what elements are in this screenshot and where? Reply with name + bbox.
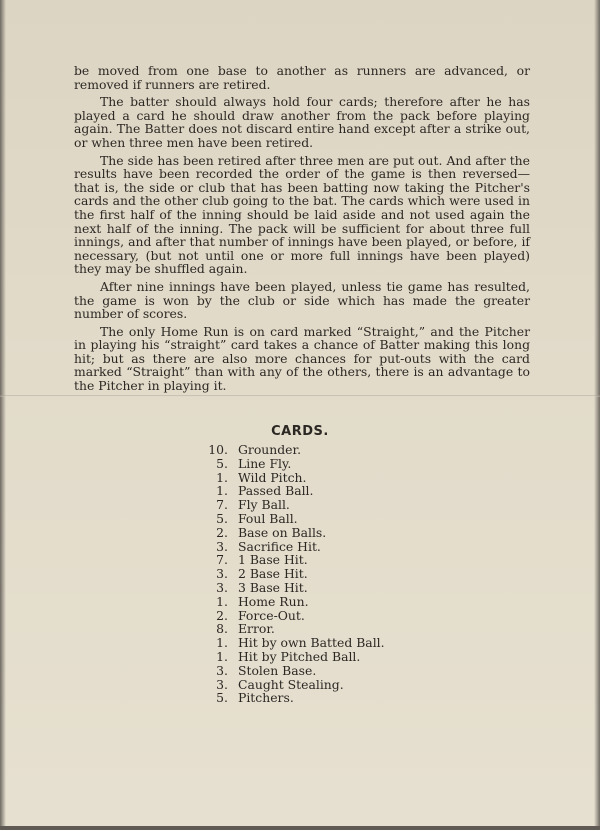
card-name: 3 Base Hit. [238,579,308,595]
card-name: Pitchers. [238,690,294,706]
card-count: 8 [216,621,224,637]
card-name: Foul Ball. [238,510,298,526]
card-count: 3 [216,676,224,692]
page-edge-left [0,0,6,830]
page-edge-bottom [0,826,600,830]
card-entry: 5 . Foul Ball. [204,512,444,526]
card-name: 2 Base Hit. [238,566,308,582]
card-count: 1 [216,469,224,485]
card-entry: 2 . Force-Out. [204,609,444,623]
card-count: 2 [216,607,224,623]
card-entry: 1 . Hit by own Batted Ball. [204,636,444,650]
card-name: Stolen Base. [238,662,317,678]
card-name: Wild Pitch. [238,469,307,485]
rules-paragraph: The only Home Run is on card marked “Straight,” and the Pitcher in playing his “straight” card takes a chance of Batter making this long hit; but as there are also more chances for put-outs with the card marked “Straight” than with any of the others, there is an advantage to the Pitcher in playing it. [74,323,530,394]
card-entry: 2 . Base on Balls. [204,526,444,540]
card-entry: 1 . Hit by Pitched Ball. [204,650,444,664]
card-entry: 10 . Grounder. [204,443,444,457]
page-edge-right [594,0,600,830]
card-count: 5 [216,690,224,706]
card-count: 2 [216,524,224,540]
card-entry: 3 . Stolen Base. [204,664,444,678]
card-name: Hit by Pitched Ball. [238,648,361,664]
card-entry: 8 . Error. [204,622,444,636]
card-entry: 3 . Caught Stealing. [204,678,444,692]
rules-text [74,64,530,397]
card-name: Force-Out. [238,607,305,623]
card-name: Base on Balls. [238,524,327,540]
card-entry: 3 . Sacrifice Hit. [204,540,444,554]
card-count: 7 [216,497,224,513]
card-entry: 3 . 2 Base Hit. [204,567,444,581]
card-entry: 5 . Pitchers. [204,691,444,705]
card-name: Sacrifice Hit. [238,538,321,554]
rules-paragraph: The batter should always hold four cards; therefore after he has played a card he should draw another from the pack before playing again. The Batter does not discard entire hand except after a strike out, or when three men have been retired. [74,94,530,150]
card-entry: 7 . Fly Ball. [204,498,444,512]
card-entry: 1 . Passed Ball. [204,484,444,498]
card-name: Home Run. [238,593,309,609]
card-count: 5 [216,455,224,471]
card-entry: 7 . 1 Base Hit. [204,553,444,567]
card-name: Hit by own Batted Ball. [238,635,385,651]
card-count: 3 [216,538,224,554]
cards-list [204,443,444,705]
card-count: 5 [216,510,224,526]
card-count: 3 [216,662,224,678]
rules-paragraph: After nine innings have been played, unless tie game has resulted, the game is won by the club or side which has made the greater number of scores. [74,278,530,322]
card-entry: 1 . Wild Pitch. [204,471,444,485]
card-name: Passed Ball. [238,483,314,499]
card-count: 3 [216,566,224,582]
card-name: 1 Base Hit. [238,552,308,568]
card-entry: 3 . 3 Base Hit. [204,581,444,595]
card-name: Caught Stealing. [238,676,344,692]
card-count: 1 [216,483,224,499]
rules-paragraph: be moved from one base to another as runners are advanced, or removed if runners are retired. [74,63,530,92]
card-count: 10 [208,442,224,457]
card-count: 1 [216,635,224,651]
card-count: 1 [216,648,224,664]
card-entry: 5 . Line Fly. [204,457,444,471]
card-entry: 1 . Home Run. [204,595,444,609]
card-count: 1 [216,593,224,609]
card-name: Grounder. [238,442,302,457]
card-name: Error. [238,621,275,637]
rules-paragraph: The side has been retired after three men are put out. And after the results have been recorded the order of the game is then reversed—that is, the side or club that has been batting now taking the Pitcher's cards and the other club going to the bat. The cards which were used in the first half of the inning should be laid aside and not used again the next half of the inning. The pack will be sufficient for about three full innings, and after that number of innings have been played, or before, if necessary, (but not until one or more full innings have been played) they may be shuffled again. [74,152,530,277]
card-name: Line Fly. [238,455,292,471]
card-count: 3 [216,579,224,595]
cards-heading: CARDS. [271,424,329,439]
card-name: Fly Ball. [238,497,290,513]
card-count: 7 [216,552,224,568]
